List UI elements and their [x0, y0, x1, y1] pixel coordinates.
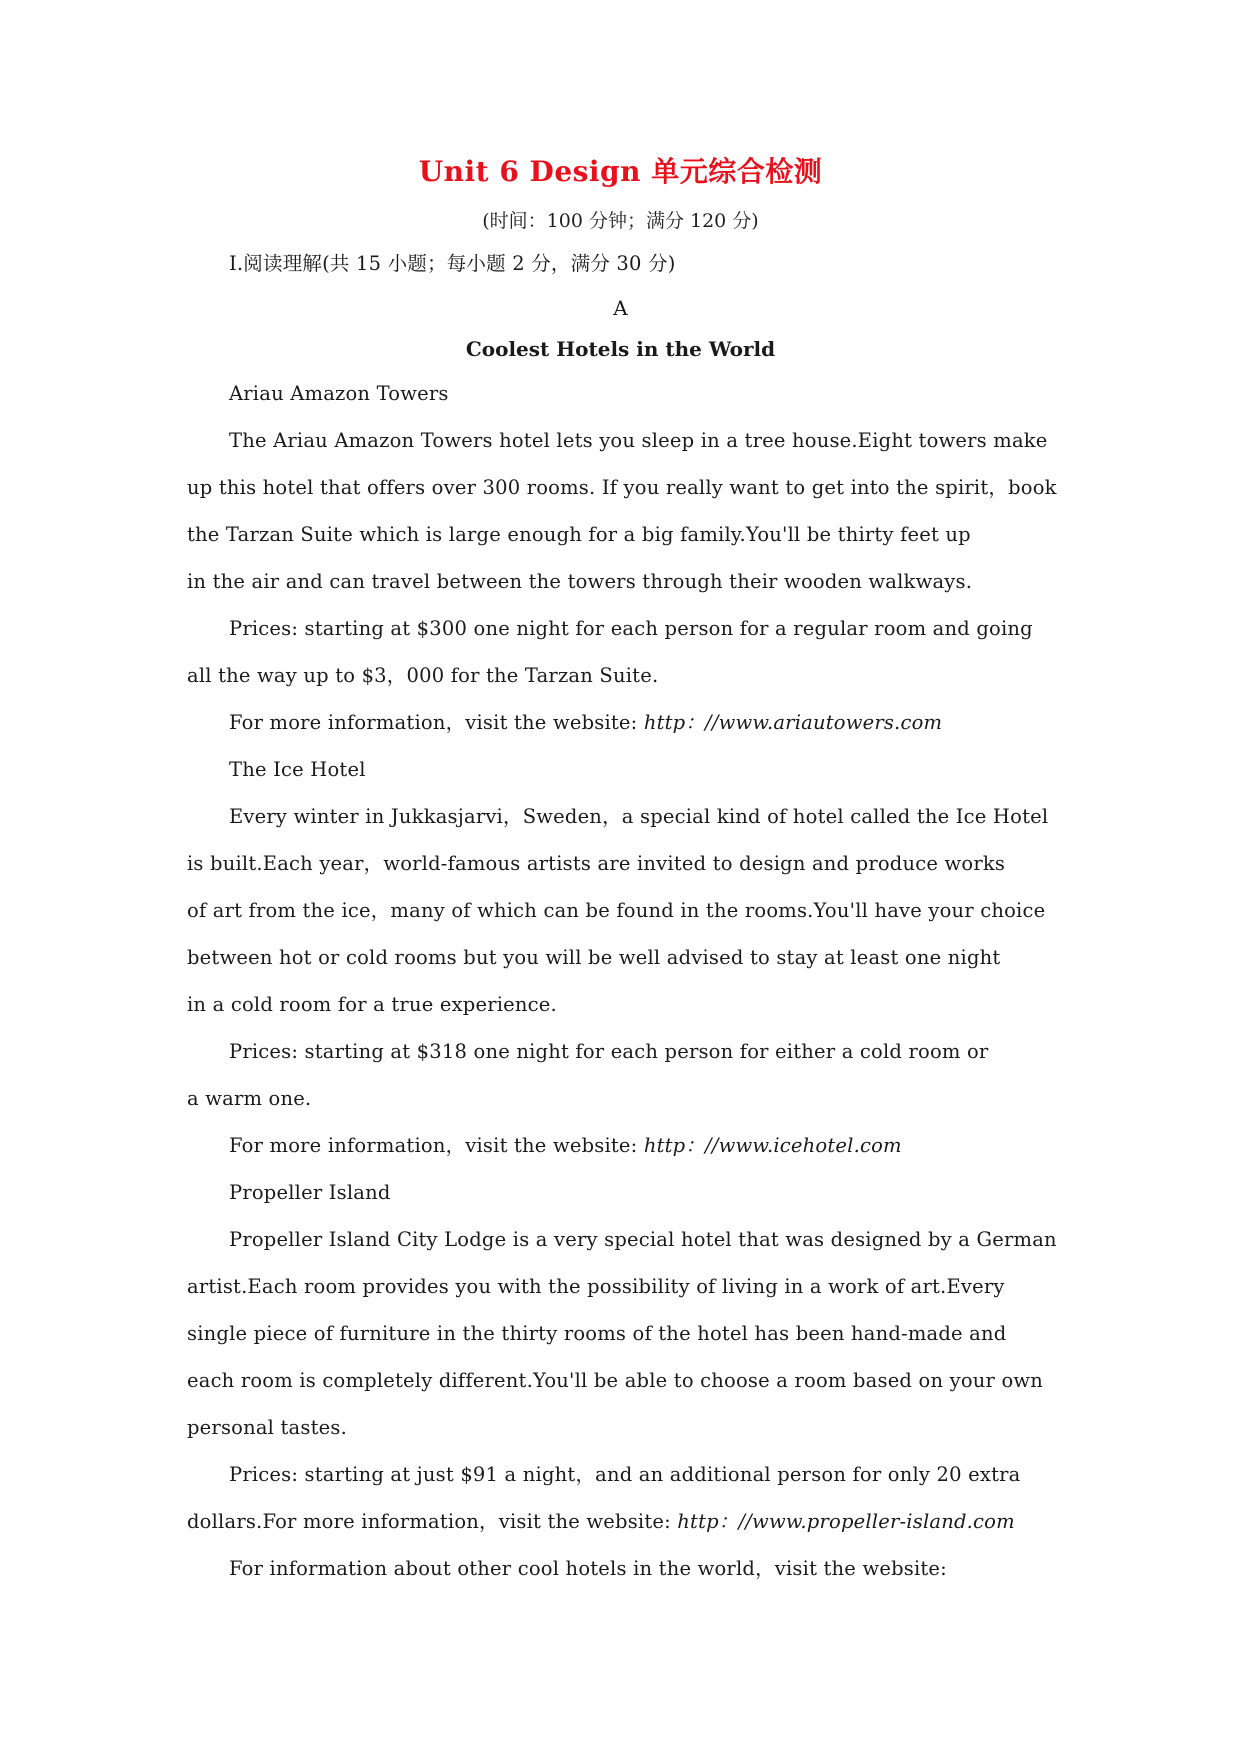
hotel-name: The Ice Hotel — [229, 758, 366, 781]
price-line: Prices: starting at $318 one night for each person for either a cold room or — [229, 1040, 989, 1063]
passage-letter: A — [613, 296, 628, 320]
paragraph-line: personal tastes. — [187, 1416, 347, 1439]
website-link[interactable]: http：//www.ariautowers.com — [643, 711, 943, 734]
info-prefix: dollars.For more information，visit the website: — [187, 1510, 678, 1533]
paragraph-line: is built.Each year，world-famous artists are invited to design and produce works — [187, 852, 1006, 875]
price-line: Prices: starting at $300 one night for each person for a regular room and going — [229, 617, 1033, 640]
paragraph-line: The Ariau Amazon Towers hotel lets you sleep in a tree house.Eight towers make — [229, 429, 1048, 452]
website-link[interactable]: http：//www.icehotel.com — [643, 1134, 902, 1157]
hotel-name: Propeller Island — [229, 1181, 391, 1204]
paragraph-line: in the air and can travel between the towers through their wooden walkways. — [187, 570, 973, 593]
paragraph-line: of art from the ice，many of which can be found in the rooms.You'll have your choice — [187, 899, 1046, 922]
paragraph-line: single piece of furniture in the thirty rooms of the hotel has been hand-made and — [187, 1322, 1007, 1345]
paragraph-line: in a cold room for a true experience. — [187, 993, 557, 1016]
info-prefix: For more information，visit the website: — [229, 711, 644, 734]
info-line — [187, 1510, 1015, 1534]
website-link[interactable]: http：//www.propeller-island.com — [677, 1510, 1015, 1533]
paragraph-line: each room is completely different.You'll be able to choose a room based on your own — [187, 1369, 1044, 1392]
section-heading: Ⅰ.阅读理解(共 15 小题；每小题 2 分，满分 30 分) — [229, 252, 676, 275]
hotel-name: Ariau Amazon Towers — [229, 382, 449, 405]
paragraph-line: Propeller Island City Lodge is a very special hotel that was designed by a German — [229, 1228, 1057, 1251]
page-title: Unit 6 Design 单元综合检测 — [418, 155, 823, 188]
price-line: all the way up to $3，000 for the Tarzan Suite. — [187, 664, 659, 687]
paragraph-line: up this hotel that offers over 300 rooms. If you really want to get into the spirit，book — [187, 476, 1057, 499]
price-line: a warm one. — [187, 1087, 312, 1110]
paragraph-line: Every winter in Jukkasjarvi，Sweden，a special kind of hotel called the Ice Hotel — [229, 805, 1049, 828]
time-info: (时间：100 分钟；满分 120 分) — [482, 210, 759, 232]
closing-line: For information about other cool hotels in the world，visit the website: — [229, 1557, 947, 1580]
paragraph-line: artist.Each room provides you with the possibility of living in a work of art.Every — [187, 1275, 1005, 1298]
paragraph-line: the Tarzan Suite which is large enough for a big family.You'll be thirty feet up — [187, 523, 971, 546]
info-line — [229, 711, 942, 735]
price-line: Prices: starting at just $91 a night，and an additional person for only 20 extra — [229, 1463, 1021, 1486]
passage-title: Coolest Hotels in the World — [465, 337, 776, 361]
info-line — [229, 1134, 902, 1158]
paragraph-line: between hot or cold rooms but you will be well advised to stay at least one night — [187, 946, 1001, 969]
info-prefix: For more information，visit the website: — [229, 1134, 644, 1157]
